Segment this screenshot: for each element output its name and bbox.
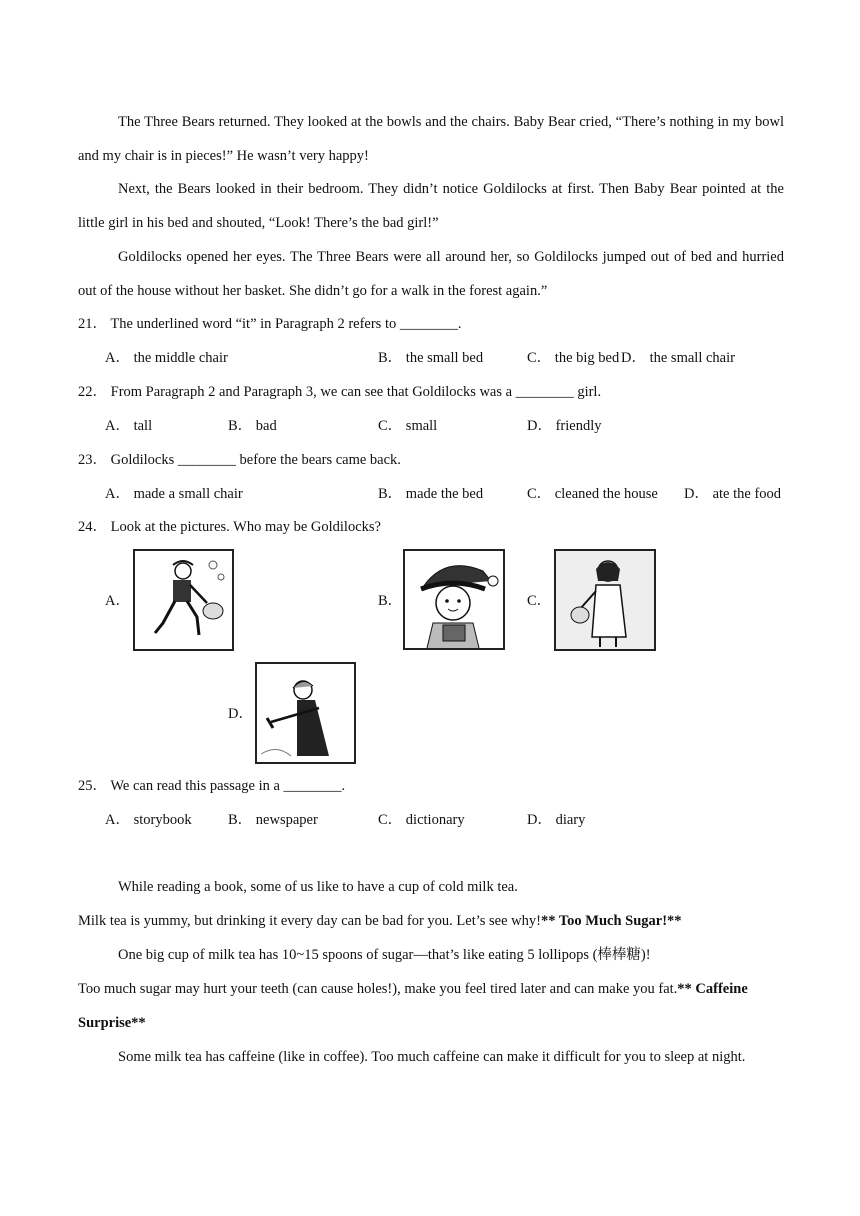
q24-option-a-label[interactable]: A． <box>105 593 130 609</box>
heading-caffeine: ** Caffeine <box>677 981 748 997</box>
q22-option-d[interactable]: D． friendly <box>527 418 602 434</box>
question-21-stem: 21． The underlined word “it” in Paragraph 2 refers to ________. <box>78 316 462 332</box>
question-24-stem: 24． Look at the pictures. Who may be Goldilocks? <box>78 519 381 535</box>
question-23-stem: 23． Goldilocks ________ before the bears came back. <box>78 452 401 468</box>
q25-option-d[interactable]: D． diary <box>527 812 586 828</box>
question-22-stem: 22． From Paragraph 2 and Paragraph 3, we can see that Goldilocks was a ________ girl. <box>78 384 602 400</box>
q21-option-b[interactable]: B． the small bed <box>378 350 484 366</box>
q24-picture-a-boy-with-basket[interactable] <box>133 549 234 651</box>
passage-paragraph-2: Next, the Bears looked in their bedroom. They didn’t notice Goldilocks at first. Then Baby Bear pointed at the little girl in his bed and shouted, “Look! There’s the bad girl!” <box>78 181 784 231</box>
passage2-line-4 <box>78 979 784 999</box>
q25-option-b[interactable]: B． newspaper <box>228 812 318 828</box>
q24-picture-d-old-woman-with-hoe[interactable] <box>255 662 356 764</box>
passage2-line-1: While reading a book, some of us like to have a cup of cold milk tea. <box>118 879 518 895</box>
q21-option-a[interactable]: A． the middle chair <box>105 350 228 366</box>
q22-option-c[interactable]: C． small <box>378 418 438 434</box>
q25-option-c[interactable]: C． dictionary <box>378 812 465 828</box>
passage2-line-2-text: Milk tea is yummy, but drinking it every day can be bad for you. Let’s see why! <box>78 913 541 929</box>
passage2-line-3: One big cup of milk tea has 10~15 spoons of sugar—that’s like eating 5 lollipops (棒棒糖)! <box>118 947 651 963</box>
q22-option-b[interactable]: B． bad <box>228 418 277 434</box>
q21-option-c[interactable]: C． the big bed <box>527 350 620 366</box>
q22-option-a[interactable]: A． tall <box>105 418 153 434</box>
passage2-line-6: Some milk tea has caffeine (like in coffee). Too much caffeine can make it difficult for you to sleep at night. <box>118 1049 746 1065</box>
passage2-line-4-text: Too much sugar may hurt your teeth (can cause holes!), make you feel tired later and can make you fat. <box>78 981 678 997</box>
q24-picture-c-girl-with-basket[interactable] <box>554 549 656 651</box>
q24-picture-b-girl-with-santa-hat[interactable] <box>403 549 505 650</box>
q21-option-d[interactable]: D． the small chair <box>621 350 735 366</box>
q24-option-d-label[interactable]: D． <box>228 706 253 722</box>
q23-option-d[interactable]: D． ate the food <box>684 486 782 502</box>
q23-option-a[interactable]: A． made a small chair <box>105 486 243 502</box>
question-25-stem: 25． We can read this passage in a ________. <box>78 778 346 794</box>
passage2-line-5 <box>78 1013 784 1033</box>
heading-too-much-sugar: ** Too Much Sugar!** <box>540 913 682 929</box>
passage-paragraph-1: The Three Bears returned. They looked at the bowls and the chairs. Baby Bear cried, “There’s nothing in my bowl and my chair is in pieces!” He wasn’t very happy! <box>78 114 784 164</box>
heading-surprise: Surprise** <box>78 1015 146 1031</box>
q25-option-a[interactable]: A． storybook <box>105 812 192 828</box>
passage2-line-2 <box>78 911 784 931</box>
q24-option-b-label[interactable]: B． <box>378 593 403 609</box>
q23-option-c[interactable]: C． cleaned the house <box>527 486 658 502</box>
q24-option-c-label[interactable]: C． <box>527 593 552 609</box>
passage-paragraph-3: Goldilocks opened her eyes. The Three Bears were all around her, so Goldilocks jumped out of bed and hurried out of the house without her basket. She didn’t go for a walk in the forest again.” <box>78 249 784 299</box>
q23-option-b[interactable]: B． made the bed <box>378 486 484 502</box>
